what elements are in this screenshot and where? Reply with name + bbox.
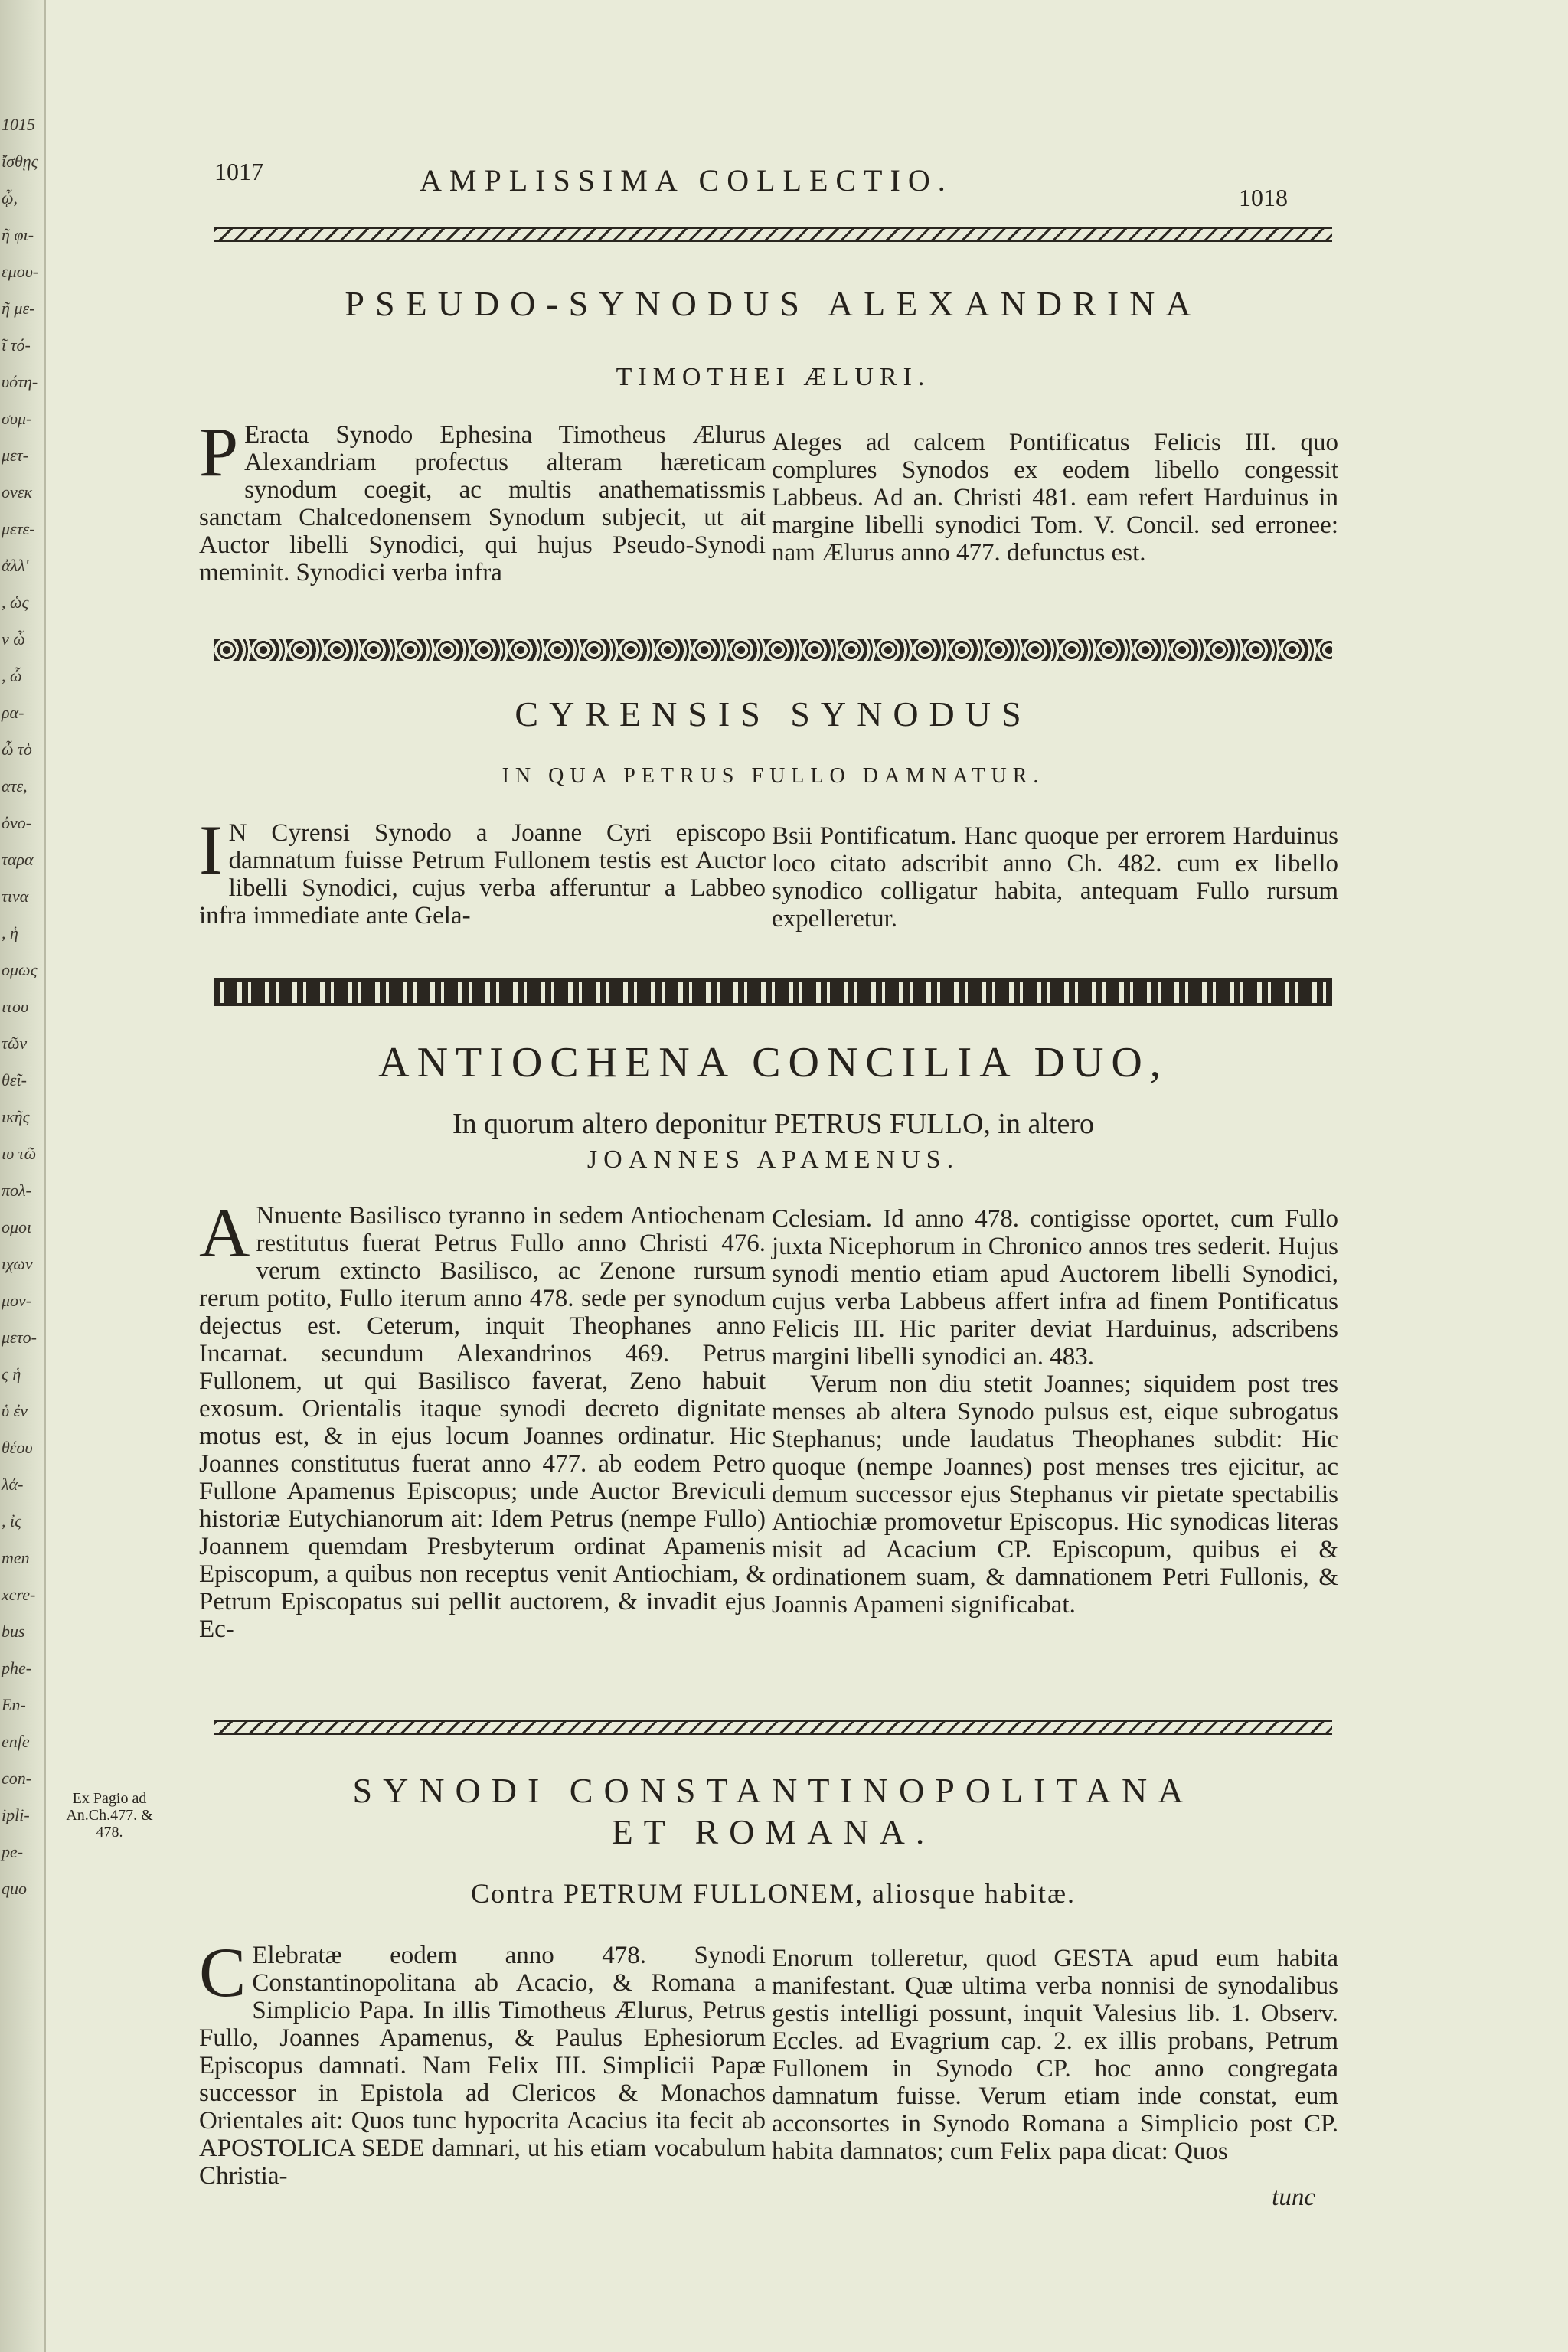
section-1-left-column bbox=[199, 413, 766, 586]
section-3-subtitle-line-2: JOANNES APAMENUS. bbox=[586, 1145, 960, 1174]
section-3-right-text: Cclesiam. Id anno 478. contigisse oportet, cum Fullo juxta Nicephorum in Chronico annos tres sederit. Hujus synodi mentio etiam apud Auctorem libelli Synodici, cujus verba Labbeus affert infra ad finem Pontificatus Felicis III. Hic pariter deviat Harduinus, adscribens margini libelli synodici an. 483. bbox=[772, 1205, 1338, 1370]
gutter-fragment: , ὦ bbox=[2, 666, 22, 685]
section-2-right-text: Bsii Pontificatum. Hanc quoque per errorem Harduinus loco citato adscribit anno Ch. 482. cum ex libello synodico colligatur habita, antequam Fullo rursum expelleretur. bbox=[772, 822, 1338, 933]
page bbox=[44, 0, 1568, 2352]
gutter-fragment: bus bbox=[2, 1622, 25, 1641]
catchword: tunc bbox=[1272, 2184, 1315, 2211]
gutter-fragment: ipli- bbox=[2, 1805, 30, 1824]
header-rule bbox=[214, 227, 1332, 242]
ornament-row-1 bbox=[214, 639, 1332, 662]
gutter-fragment: ἴσθῃς bbox=[2, 152, 38, 171]
gutter-fragment: ὀνο- bbox=[2, 813, 32, 832]
gutter-fragment: ῆ φι- bbox=[2, 225, 34, 244]
gutter-fragment: ατε, bbox=[2, 776, 28, 795]
section-2-left-text: N Cyrensi Synodo a Joanne Cyri episcopo damnatum fuisse Petrum Fullonem testis est Auctor libelli Synodici, cujus verba afferuntur a Labbeo infra immediate ante Gela- bbox=[199, 819, 766, 929]
gutter-fragment: ἀλλ' bbox=[2, 556, 29, 575]
section-3-title: ANTIOCHENA CONCILIA DUO, bbox=[378, 1039, 1168, 1086]
section-rule bbox=[214, 1720, 1332, 1735]
gutter-fragment: ὑ ἐν bbox=[2, 1401, 28, 1420]
section-3-subtitle-line-1: In quorum altero deponitur PETRUS FULLO, in altero bbox=[452, 1108, 1094, 1140]
section-1-right-text: Aleges ad calcem Pontificatus Felicis III. quo complures Synodos ex eodem libello congessit Labbeus. Ad an. Christi 481. eam refert Harduinus in margine libelli synodici Tom. V. Concil. sed erronee: nam Ælurus anno 477. defunctus est. bbox=[772, 429, 1338, 567]
gutter-fragment: ταρα bbox=[2, 850, 34, 869]
gutter-fragment: τῶν bbox=[2, 1034, 28, 1053]
gutter-fragment: ς ἡ bbox=[2, 1364, 21, 1383]
drop-cap: C bbox=[199, 1933, 247, 2011]
gutter-fragment: , ὡς bbox=[2, 593, 29, 612]
section-4-title-line-1: SYNODI CONSTANTINOPOLITANA bbox=[352, 1771, 1194, 1810]
section-2-subtitle: IN QUA PETRUS FULLO DAMNATUR. bbox=[501, 764, 1045, 788]
section-4-right-column bbox=[772, 1945, 1338, 2165]
gutter-fragment: θέου bbox=[2, 1438, 33, 1457]
section-1-left-text: Eracta Synodo Ephesina Timotheus Ælurus Alexandriam profectus alteram hæreticam synodum coegit, ac multis anathematissmis sanctam Chalcedonensem Synodum subjecit, ut ait Auctor libelli Synodici, qui hujus Pseudo-Synodi meminit. Synodici verba infra bbox=[199, 421, 766, 586]
section-4-left-column bbox=[199, 1933, 766, 2190]
section-1-title: PSEUDO-SYNODUS ALEXANDRINA bbox=[345, 284, 1202, 323]
facing-page-gutter bbox=[0, 0, 46, 2352]
gutter-fragment: ικῆς bbox=[2, 1107, 30, 1126]
gutter-fragment: λά- bbox=[2, 1475, 24, 1494]
gutter-fragment: μον- bbox=[2, 1291, 32, 1310]
gutter-fragment: μετε- bbox=[2, 519, 35, 538]
section-2-right-column bbox=[772, 822, 1338, 933]
gutter-fragment: εμου- bbox=[2, 262, 39, 281]
gutter-fragment: con- bbox=[2, 1769, 32, 1788]
gutter-fragment: enfe bbox=[2, 1732, 30, 1751]
gutter-fragment: ιχων bbox=[2, 1254, 33, 1273]
section-4-title-line-2: ET ROMANA. bbox=[611, 1812, 936, 1851]
drop-cap: I bbox=[199, 811, 223, 889]
gutter-fragment: ν ὦ bbox=[2, 629, 25, 648]
gutter-fragment: ιυ τῶ bbox=[2, 1144, 37, 1163]
gutter-fragment: θεῖ- bbox=[2, 1070, 27, 1089]
ornament-row-2 bbox=[214, 978, 1332, 1006]
section-1-right-column bbox=[772, 429, 1338, 567]
section-4-right-text: Enorum tolleretur, quod GESTA apud eum habita manifestant. Quæ ultima verba nonnisi de synodalibus gestis intelligi possunt, inquit Valesius lib. 1. Observ. Eccles. ad Evagrium cap. 2. ex illis probans, Petrum Fullonem in Synodo CP. hoc anno congregata damnatum fuisse. Verum etiam inde constat, eum acconsortes in Synodo Romana a Simplicio post CP. habita damnatos; cum Felix papa dicat: Quos bbox=[772, 1945, 1338, 2165]
gutter-fragment: ιτου bbox=[2, 997, 29, 1016]
right-page-number: 1018 bbox=[1239, 184, 1288, 211]
gutter-fragment: υότη- bbox=[2, 372, 38, 391]
drop-cap: P bbox=[199, 413, 239, 491]
gutter-fragment: ὦ τὸ bbox=[2, 740, 32, 759]
gutter-fragment: men bbox=[2, 1548, 30, 1567]
gutter-fragment: phe- bbox=[2, 1658, 32, 1677]
section-2-left-column bbox=[199, 811, 766, 929]
gutter-fragment: συμ- bbox=[2, 409, 32, 428]
gutter-fragment: , ἰς bbox=[2, 1511, 22, 1530]
section-3-right-text-2: Verum non diu stetit Joannes; siquidem post tres menses ab altera Synodo pulsus est, eique subrogatus Stephanus; unde laudatus Theophanes subdit: Hic quoque (nempe Joannes) post menses tres ejicitur, ac demum successor ejus Stephanus vir pietate spectabilis Antiochiæ promovetur Episcopus. Hic synodicas literas misit ad Acacium CP. Episcopum, quibus ei & ordinationem suam, & damnationem Petri Fullonis, & Joannis Apameni significabat. bbox=[772, 1370, 1338, 1619]
margin-note: Ex Pagio ad An.Ch.477. & 478. bbox=[66, 1790, 153, 1841]
gutter-fragment: ρα- bbox=[2, 703, 24, 722]
gutter-fragment: ῆ με- bbox=[2, 299, 35, 318]
gutter-fragment: τινα bbox=[2, 887, 29, 906]
gutter-fragment: 1015 bbox=[2, 115, 35, 134]
gutter-fragment: ονεκ bbox=[2, 482, 32, 501]
gutter-fragment: ομοι bbox=[2, 1217, 32, 1236]
gutter-fragment: μετο- bbox=[2, 1328, 37, 1347]
section-4-subtitle: Contra PETRUM FULLONEM, aliosque habitæ. bbox=[471, 1878, 1076, 1909]
gutter-fragment: πολ- bbox=[2, 1181, 31, 1200]
gutter-fragment: pe- bbox=[2, 1842, 24, 1861]
left-page-number: 1017 bbox=[214, 158, 263, 185]
section-4-left-text: Elebratæ eodem anno 478. Synodi Constantinopolitana ab Acacio, & Romana a Simplicio Papa. In illis Timotheus Ælurus, Petrus Fullo, Joannes Apamenus, & Paulus Ephesiorum Episcopus damnati. Nam Felix III. Simplicii Papæ successor in Epistola ad Clericos & Monachos Orientales ait: Quos tunc hypocrita Acacius ita fecit ab APOSTOLICA SEDE damnari, ut his etiam vocabulum Christia- bbox=[199, 1942, 766, 2190]
gutter-fragment: μετ- bbox=[2, 446, 28, 465]
gutter-fragment: ᾧ, bbox=[2, 188, 18, 207]
gutter-fragment: ῖ τό- bbox=[2, 335, 31, 354]
section-3-left-text: Nnuente Basilisco tyranno in sedem Antiochenam restitutus fuerat Petrus Fullo anno Christi 476. verum extincto Basilisco, ac Zenone rursum rerum potito, Fullo iterum anno 478. sede per synodum dejectus est. Ceterum, inquit Theophanes anno Incarnat. secundum Alexandrinos 469. Petrus Fullonem, ut qui Basilisco faverat, Zeno habuit exosum. Orientalis itaque synodi decreto dignitate motus est, & in ejus locum Joannes ordinatur. Hic Joannes constitutus fuerat anno 477. ab eodem Petro Fullone Apamenus Episcopus; unde Auctor Breviculi historiæ Eutychianorum ait: Idem Petrus (nempe Fullo) Joannem quemdam Presbyterum ordinat Apamenis Episcopum, a quibus non receptus venit Antiochiam, & Petrum Episcopatus sui pellit auctorem, & invadit ejus Ec- bbox=[199, 1202, 766, 1643]
drop-cap: A bbox=[199, 1194, 250, 1272]
section-3-left-column bbox=[199, 1194, 766, 1643]
gutter-fragment: , ἡ bbox=[2, 923, 18, 942]
running-head-title: AMPLISSIMA COLLECTIO. bbox=[420, 163, 953, 198]
section-2-title: CYRENSIS SYNODUS bbox=[514, 694, 1032, 733]
section-1-subtitle: TIMOTHEI ÆLURI. bbox=[616, 363, 931, 391]
section-3-right-column bbox=[772, 1205, 1338, 1619]
gutter-fragment: ομως bbox=[2, 960, 38, 979]
gutter-fragment: quo bbox=[2, 1879, 27, 1898]
gutter-fragment: En- bbox=[2, 1695, 26, 1714]
gutter-fragment: xcre- bbox=[2, 1585, 36, 1604]
